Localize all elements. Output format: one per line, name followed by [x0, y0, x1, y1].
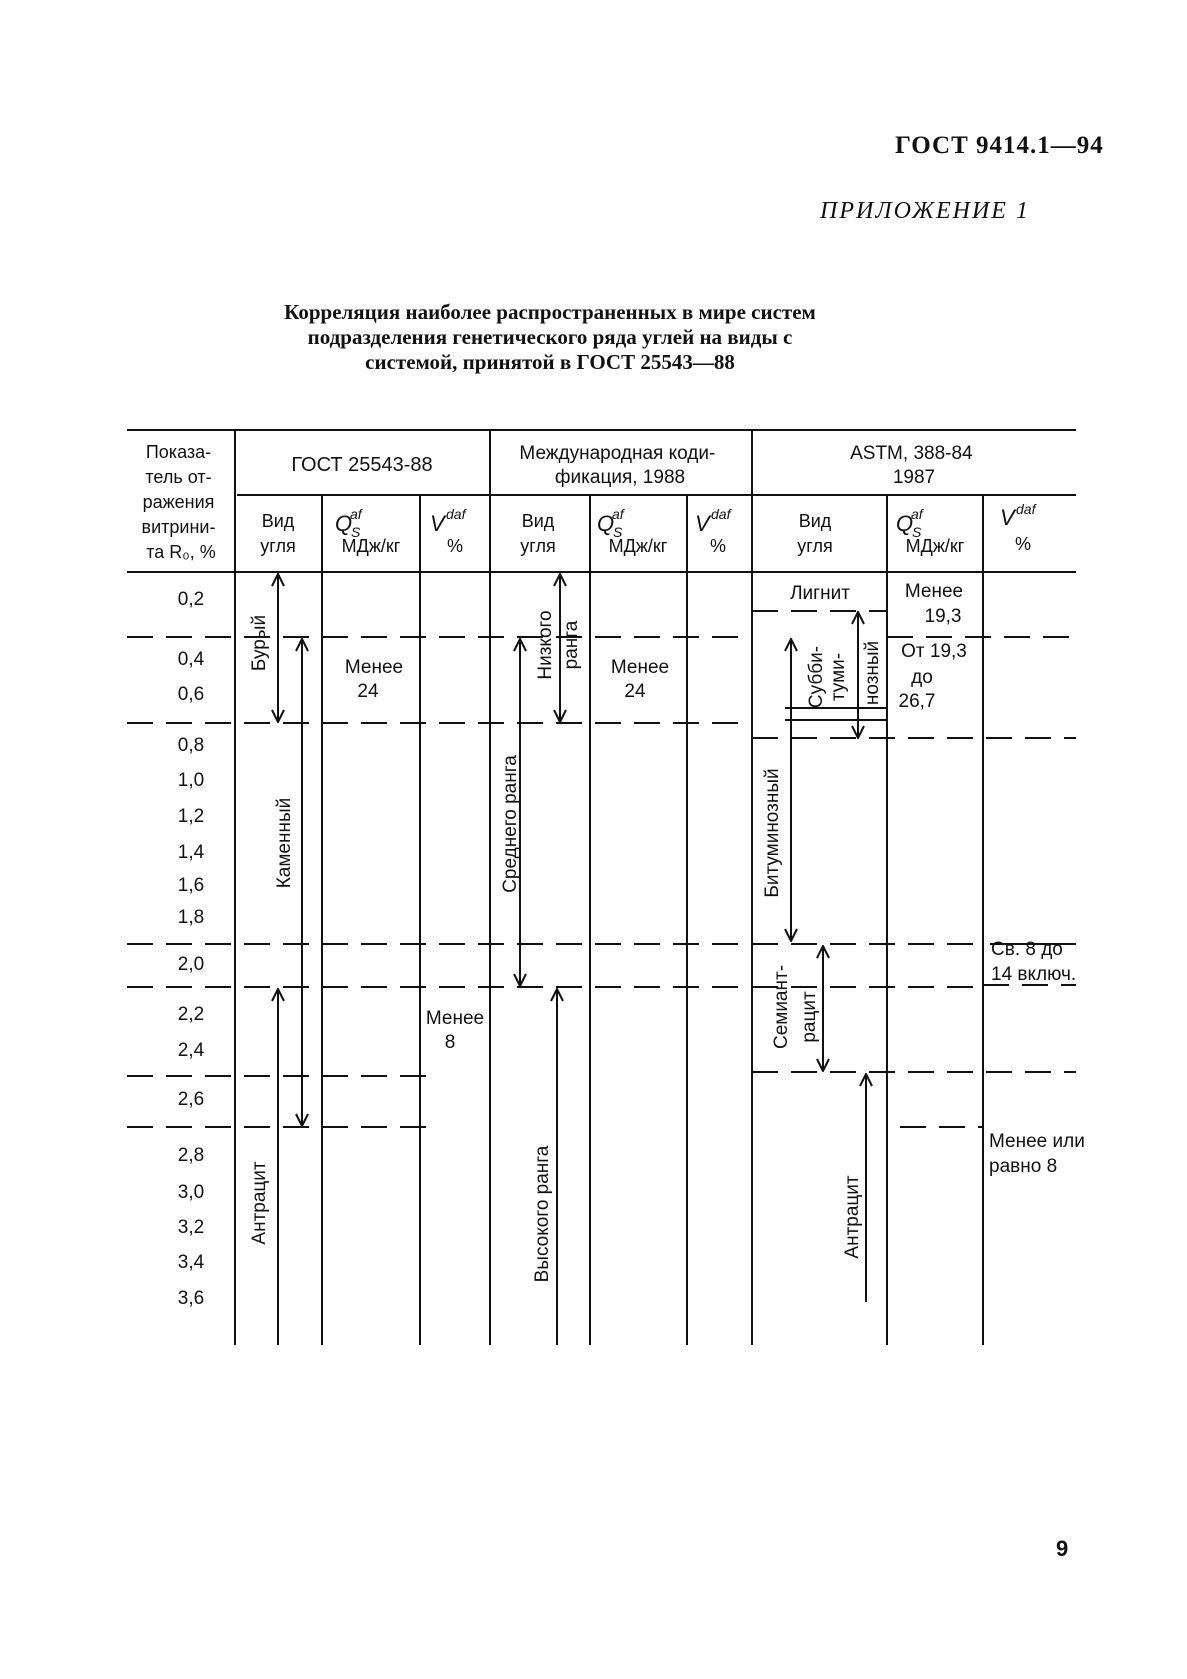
astm-subbit-heat: до: [911, 667, 933, 688]
svg-text:daf: daf: [1016, 501, 1036, 517]
intl-medium-rank: Среднего ранга: [500, 755, 521, 893]
caption-line-3: системой, принятой в ГОСТ 25543—88: [365, 350, 735, 374]
astm-subbit: нозный: [862, 640, 883, 706]
svg-text:Вид: Вид: [521, 511, 555, 531]
r0-value: 0,2: [177, 589, 205, 610]
r0-header-line-3: ражения: [142, 492, 215, 512]
svg-text:Q: Q: [597, 511, 615, 536]
astm-subbit-heat: 26,7: [898, 691, 936, 712]
r0-header-line-4: витрини-: [141, 517, 216, 537]
r0-value: 2,0: [177, 954, 205, 975]
astm-subbit: туми-: [828, 652, 849, 702]
r0-value: 1,0: [177, 770, 205, 791]
r0-value: 2,8: [177, 1145, 205, 1166]
svg-text:угля: угля: [520, 536, 556, 556]
svg-text:%: %: [709, 536, 727, 556]
intl-high-rank: Высокого ранга: [532, 1145, 553, 1283]
astm-cells: [762, 581, 1085, 1259]
group-intl-title: Международная коди- фикация, 1988: [519, 443, 716, 488]
gost-heat-value: 24: [357, 681, 379, 702]
appendix-label: ПРИЛОЖЕНИЕ 1: [820, 198, 1030, 224]
r0-value: 2,6: [177, 1089, 205, 1110]
svg-text:S: S: [351, 524, 361, 540]
astm-vol-semi: 14 включ.: [991, 964, 1077, 985]
svg-text:Q: Q: [896, 511, 914, 536]
astm-lignite: Лигнит: [790, 583, 850, 604]
astm-lignite-heat: 19,3: [924, 606, 962, 627]
astm-lignite-heat: Менее: [904, 581, 964, 602]
caption-line-1: Корреляция наиболее распространенных в мире систем: [284, 300, 816, 324]
r0-value: 0,8: [177, 735, 205, 756]
svg-text:daf: daf: [711, 506, 731, 522]
subheader-heat-intl: [597, 506, 668, 556]
gost-kind-hard: Каменный: [274, 797, 295, 889]
svg-text:Q: Q: [335, 511, 353, 536]
document-code: ГОСТ 9414.1—94: [895, 132, 1104, 159]
astm-subbit: Субби-: [806, 645, 827, 709]
svg-text:угля: угля: [797, 536, 833, 556]
r0-value: 0,4: [177, 649, 205, 670]
subheader-vol-astm: [1000, 501, 1038, 554]
r0-value: 1,4: [177, 842, 205, 863]
r0-value: 3,4: [177, 1252, 205, 1273]
r0-header-line-5: та R₀, %: [146, 542, 216, 562]
r0-value: 1,6: [177, 875, 205, 896]
r0-value: 3,2: [177, 1217, 205, 1238]
group-gost-title: ГОСТ 25543-88: [291, 454, 433, 476]
astm-semianthracite: Семиант-: [771, 964, 792, 1050]
r0-header: [142, 442, 221, 562]
svg-text:S: S: [613, 524, 623, 540]
astm-semianthracite: рацит: [799, 991, 820, 1043]
intl-heat-value: Менее: [610, 657, 670, 678]
svg-text:угля: угля: [260, 536, 296, 556]
subheader-kind-intl: [520, 511, 555, 556]
r0-value: 0,6: [177, 684, 205, 705]
subheader-vol-gost: [430, 506, 468, 556]
svg-text:Вид: Вид: [798, 511, 832, 531]
caption-line-2: подразделения генетического ряда углей на виды с: [307, 325, 793, 349]
r0-header-line-2: тель от-: [145, 467, 212, 487]
svg-text:V: V: [1000, 505, 1015, 530]
astm-bituminous: Битуминозный: [762, 768, 783, 898]
gost-kind-anthracite: Антрацит: [249, 1161, 270, 1245]
intl-cells: [500, 610, 669, 1282]
intl-heat-value: 24: [624, 681, 646, 702]
svg-text:Вид: Вид: [261, 511, 295, 531]
svg-text:af: af: [350, 506, 362, 522]
subheader-kind-astm: [797, 511, 832, 556]
svg-text:S: S: [912, 524, 922, 540]
r0-value: 2,4: [177, 1040, 205, 1061]
svg-text:МДж/кг: МДж/кг: [905, 536, 965, 556]
r0-values: [178, 589, 205, 1309]
astm-subbit-heat: От 19,3: [901, 641, 967, 662]
astm-anthracite: Антрацит: [842, 1175, 863, 1259]
intl-low-rank: Низкого: [535, 610, 556, 680]
svg-text:daf: daf: [446, 506, 466, 522]
r0-value: 1,8: [177, 907, 205, 928]
gost-vol-value: 8: [444, 1032, 456, 1053]
subheader-vol-intl: [695, 506, 733, 556]
svg-text:af: af: [612, 506, 624, 522]
subheader-heat-astm: [896, 506, 965, 556]
group-astm-title: ASTM, 388-84 1987: [850, 443, 973, 488]
gost-vol-value: Менее: [425, 1008, 485, 1029]
svg-text:af: af: [911, 506, 923, 522]
gost-kind-brown: Бурый: [249, 614, 270, 672]
intl-low-rank: ранга: [561, 620, 582, 670]
boundary-dashes: [127, 611, 1076, 1127]
r0-value: 1,2: [177, 806, 205, 827]
r0-value: 3,0: [177, 1182, 205, 1203]
svg-text:%: %: [1014, 534, 1032, 554]
page-number: 9: [1056, 1536, 1069, 1561]
subheader-heat-gost: [335, 506, 401, 556]
astm-vol-anthr: равно 8: [989, 1156, 1058, 1177]
subheader-kind-gost: [260, 511, 295, 556]
r0-value: 3,6: [177, 1288, 205, 1309]
svg-text:%: %: [446, 536, 464, 556]
r0-value: 2,2: [177, 1004, 205, 1025]
svg-text:V: V: [695, 511, 710, 536]
svg-text:МДж/кг: МДж/кг: [608, 536, 668, 556]
svg-text:МДж/кг: МДж/кг: [341, 536, 401, 556]
r0-header-line-1: Показа-: [145, 442, 212, 462]
boundary-solid-marks: [785, 708, 1076, 944]
astm-vol-semi: Св. 8 до: [991, 939, 1063, 960]
gost-cells: [249, 615, 484, 1245]
svg-text:V: V: [430, 511, 445, 536]
gost-heat-value: Менее: [344, 657, 404, 678]
astm-vol-anthr: Менее или: [989, 1131, 1085, 1152]
